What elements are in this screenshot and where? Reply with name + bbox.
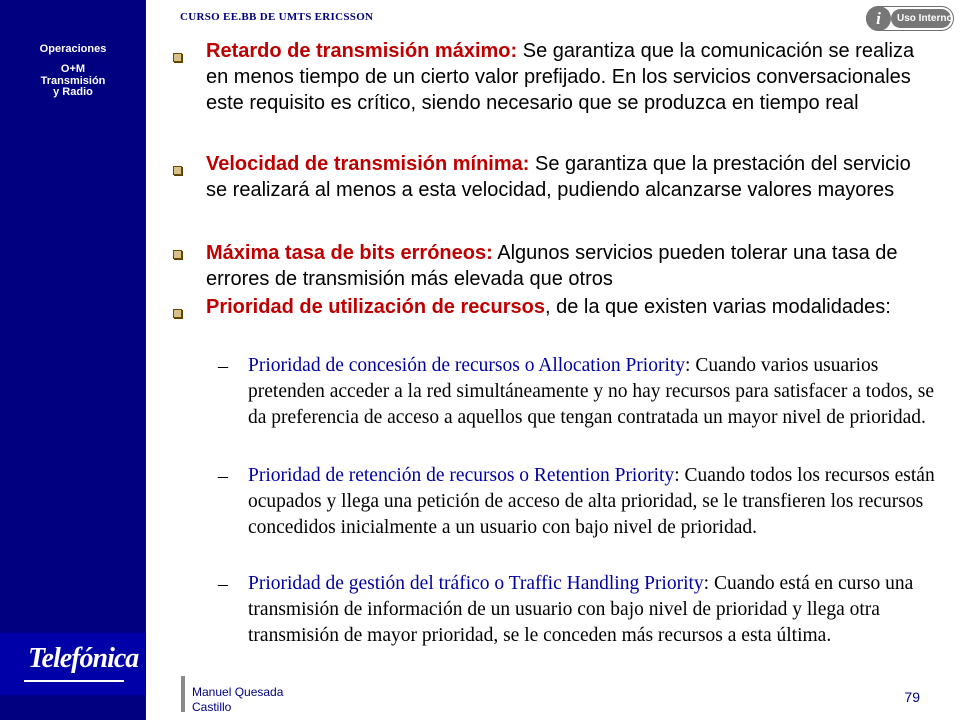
square-bullet-icon: [173, 309, 182, 318]
footer-author: [192, 685, 283, 715]
info-icon: i: [866, 6, 891, 31]
bullet-text: Se garantiza que la comunicación se realiza en menos tiempo de un cierto valor prefijado. En los servicios conversacionales este requisito es crítico, siendo necesario que se produzca en tiempo real: [206, 40, 915, 114]
bullet-text: , de la que existen varias modalidades:: [544, 296, 891, 318]
dash-marker: –: [218, 465, 228, 487]
bullet-term: Retardo de transmisión máximo:: [206, 40, 518, 62]
footer-divider: [181, 676, 185, 712]
subsection-line-2: Transmisión: [40, 75, 106, 87]
telefonica-logo: [0, 633, 146, 695]
sub-bullet-term: Prioridad de retención de recursos o Retention Priority: [248, 465, 675, 486]
badge-pill: [891, 9, 951, 28]
bullet-tasa-bits: [206, 240, 928, 292]
bullet-term: Velocidad de transmisión mínima:: [206, 153, 530, 175]
bullet-retardo: [206, 38, 928, 116]
sub-bullet-text: : Cuando está en curso una transmisión de información de un usuario con bajo nivel de prioridad y llega otra transmisión de mayor prioridad, se le conceden más recursos a esta última.: [248, 573, 914, 646]
square-bullet-icon: [173, 250, 182, 259]
bullet-term: Máxima tasa de bits erróneos:: [206, 242, 493, 264]
sub-bullet-text: : Cuando varios usuarios pretenden acceder a la red simultáneamente y no hay recursos para satisfacer a todos, se da preferencia de acceso a aquellos que tengan contratada un mayor nivel de prioridad.: [248, 355, 934, 428]
sub-bullet-term: Prioridad de concesión de recursos o Allocation Priority: [248, 355, 686, 376]
dash-marker: –: [218, 355, 228, 377]
dash-marker: –: [218, 573, 228, 595]
sub-bullet-term: Prioridad de gestión del tráfico o Traffic Handling Priority: [248, 573, 704, 594]
author-line-2: Castillo: [192, 700, 232, 714]
subsection-line-1: O+M: [60, 63, 86, 75]
square-bullet-icon: [173, 166, 182, 175]
sidebar: [0, 0, 146, 720]
bullet-velocidad: [206, 151, 928, 203]
bullet-prioridad: [206, 296, 928, 319]
course-title: CURSO EE.BB DE UMTS ERICSSON: [180, 11, 374, 23]
author-line-1: Manuel Quesada: [192, 685, 284, 699]
sub-bullet-retention: [248, 463, 938, 541]
page-number: 79: [904, 689, 920, 705]
sub-bullet-allocation: [248, 353, 938, 431]
logo-underline: [24, 680, 124, 682]
square-bullet-icon: [173, 53, 182, 62]
section-title: Operaciones: [39, 43, 107, 55]
bullet-term: Prioridad de utilización de recursos: [206, 296, 545, 318]
bullet-text: Se garantiza que la prestación del servicio se realizará al menos a esta velocidad, pudiendo alcanzarse valores mayores: [206, 153, 911, 201]
sub-bullet-traffic-handling: [248, 571, 938, 649]
uso-interno-badge: [866, 6, 954, 31]
subsection-line-3: y Radio: [53, 86, 93, 98]
badge-label: Uso Interno: [897, 13, 953, 24]
logo-wordmark: Telefónica: [28, 643, 139, 674]
bullet-text: Algunos servicios pueden tolerar una tasa de errores de transmisión más elevada que otros: [206, 242, 898, 290]
sub-bullet-text: : Cuando todos los recursos están ocupados y llega una petición de acceso de alta prioridad, se le transfieren los recursos concedidos inicialmente a un usuario con bajo nivel de prioridad.: [248, 465, 935, 538]
